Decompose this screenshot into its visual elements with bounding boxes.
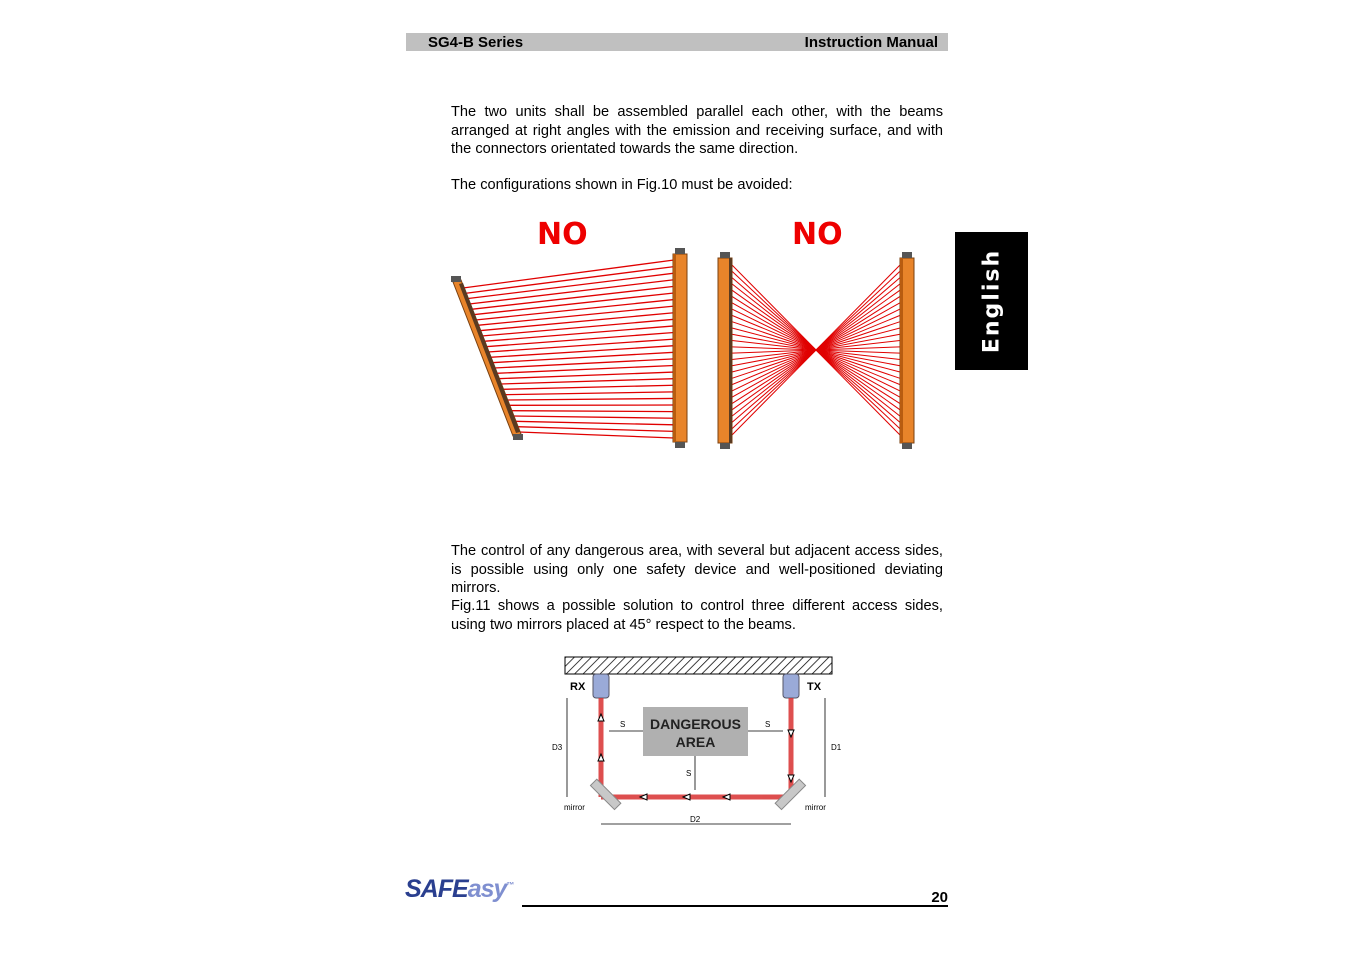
s-bottom: S (686, 769, 692, 778)
wall (565, 657, 832, 674)
s-left: S (620, 720, 626, 729)
left-barrier-2 (718, 252, 732, 449)
paragraph-assembly: The two units shall be assembled parallel each other, with the beams arranged at right angles with the emission and receiving surface, and with the connectors orientated towards the same direction. (451, 104, 943, 157)
paragraph-fig11: Fig.11 shows a possible solution to control three different access sides, using two mirrors placed at 45° respect to the beams. (451, 598, 943, 633)
figure-11 (545, 652, 845, 832)
tilted-barrier (451, 276, 523, 440)
paragraph-avoid: The configurations shown in Fig.10 must be avoided: (451, 177, 793, 193)
right-barrier-1 (673, 248, 687, 448)
logo-main: SAFE (405, 875, 468, 903)
no-label-right: NO (792, 217, 843, 252)
page-header (406, 33, 948, 51)
paragraph-dangerous-area: The control of any dangerous area, with several but adjacent access sides, is possible using only one safety device and well-positioned deviating mirrors. (451, 543, 943, 596)
footer-rule (522, 905, 948, 907)
mirror-label-right: mirror (805, 803, 826, 812)
language-tab (955, 232, 1028, 370)
mirror-left (590, 779, 620, 809)
d3-label: D3 (552, 743, 563, 752)
figure-10 (445, 210, 925, 455)
safeasy-logo (405, 875, 513, 904)
rx-label: RX (570, 681, 586, 693)
language-label: English (979, 248, 1004, 354)
beams-crossed (732, 265, 900, 435)
header-series: SG4-B Series (428, 34, 524, 51)
tx-unit (783, 674, 799, 698)
rx-unit (593, 674, 609, 698)
no-label-left: NO (537, 217, 588, 252)
logo-accent: asy (467, 875, 507, 903)
mirror-label-left: mirror (564, 803, 585, 812)
header-doc-title: Instruction Manual (804, 34, 938, 51)
right-barrier-2 (900, 252, 914, 449)
d1-label: D1 (831, 743, 842, 752)
beams-tilted (463, 260, 674, 438)
tx-label: TX (807, 681, 822, 693)
s-right: S (765, 720, 771, 729)
d2-label: D2 (690, 815, 701, 824)
area-line-2: AREA (675, 734, 716, 750)
area-line-1: DANGEROUS (649, 716, 742, 732)
logo-tm: ™ (506, 880, 514, 890)
page-number: 20 (931, 889, 948, 906)
